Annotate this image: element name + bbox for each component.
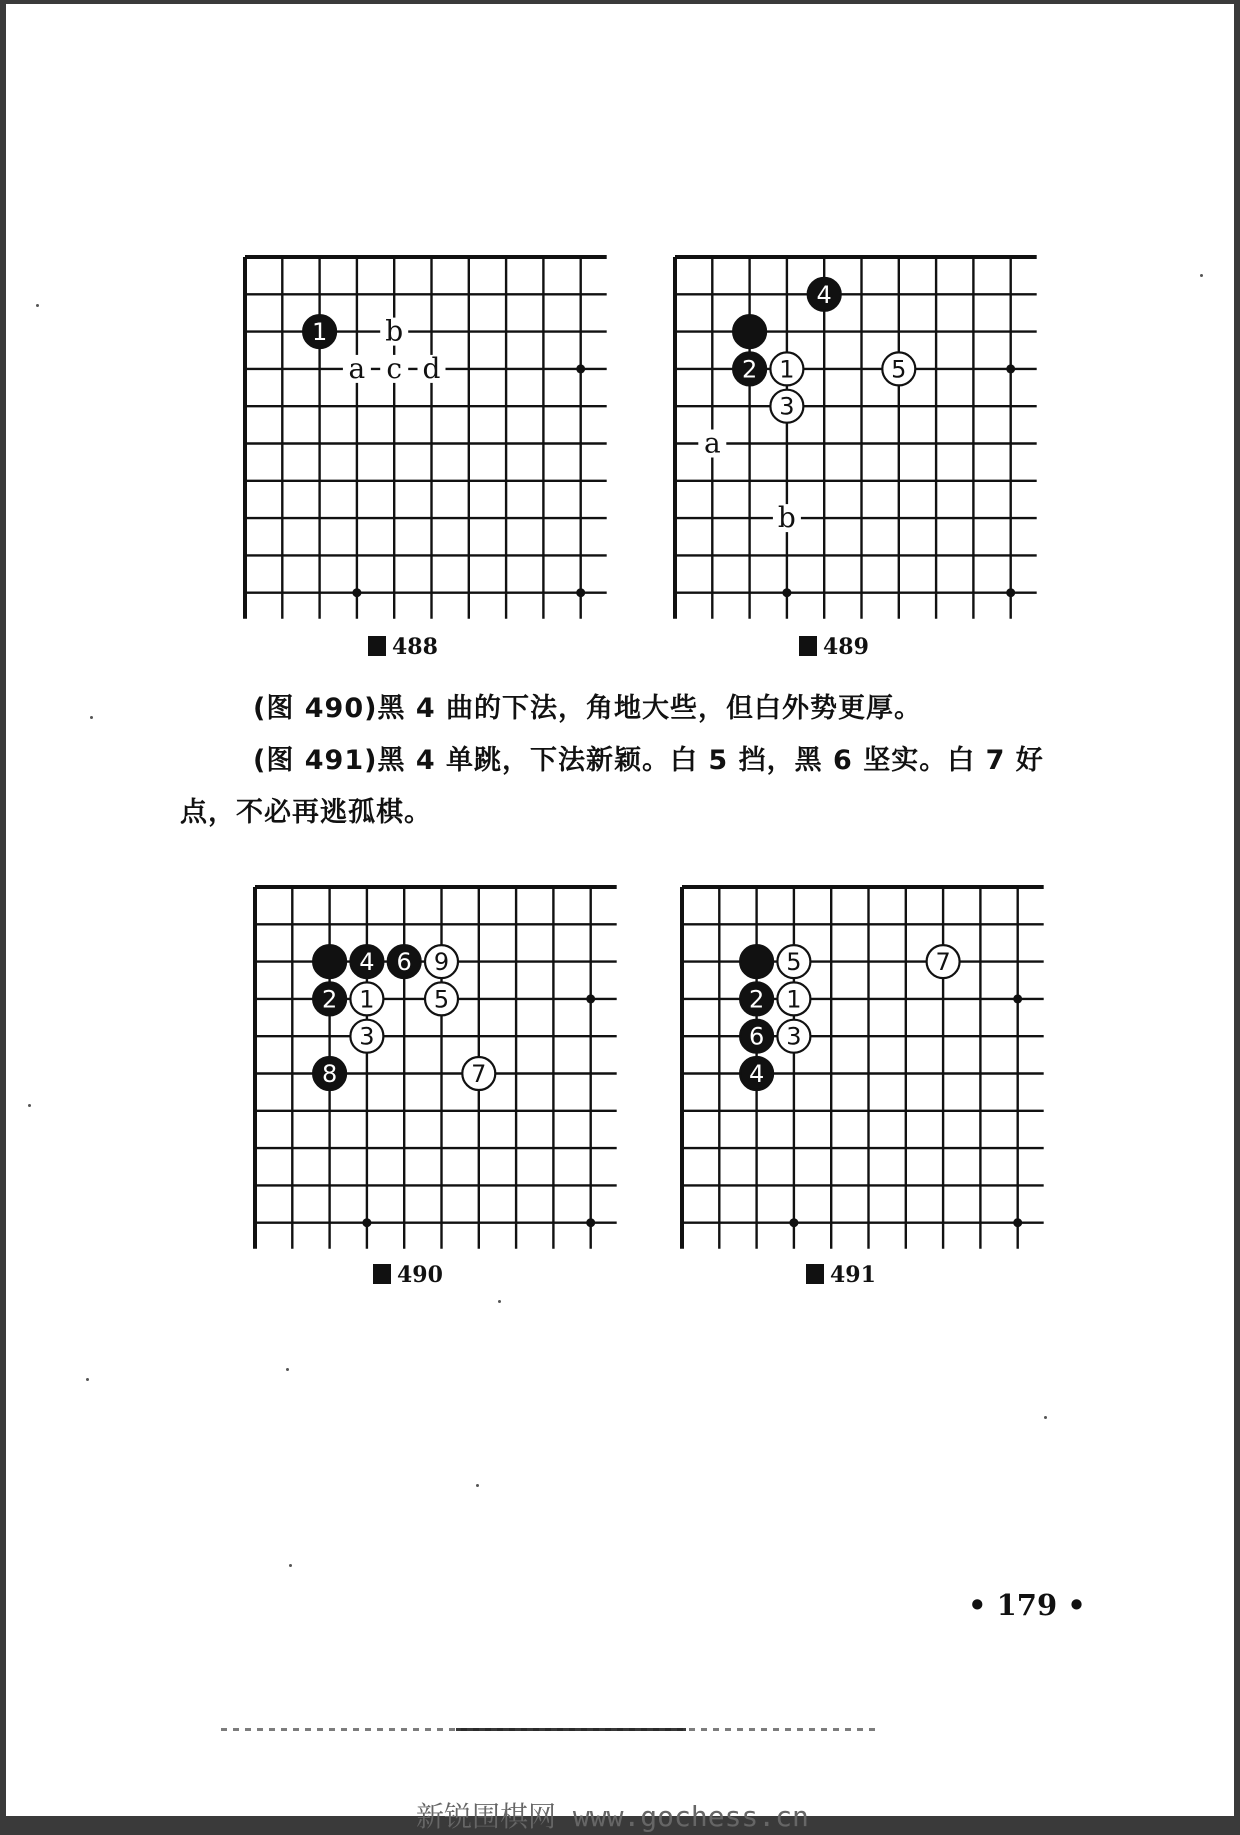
svg-text:1: 1: [786, 985, 802, 1014]
white-stone-5: [882, 352, 915, 385]
svg-text:4: 4: [816, 280, 832, 309]
figure-glyph-icon: [806, 1264, 824, 1284]
white-stone-3: [777, 1020, 810, 1053]
svg-text:5: 5: [891, 355, 907, 384]
go-diagram-491: [676, 881, 1051, 1253]
caption-490: 490: [373, 1262, 443, 1288]
scan-speck: [86, 1378, 89, 1381]
black-stone-6: [740, 1020, 773, 1053]
svg-text:1: 1: [359, 985, 375, 1014]
white-stone-5: [777, 945, 810, 978]
svg-text:a: a: [703, 426, 721, 460]
black-stone-2: [740, 982, 773, 1015]
point-label-a: [698, 427, 726, 460]
svg-text:1: 1: [779, 355, 795, 384]
black-stone-1: [303, 315, 336, 348]
white-stone-1: [777, 982, 810, 1015]
go-diagram-488: [239, 251, 614, 623]
black-stone-2: [733, 352, 766, 385]
page-number: • 179 •: [968, 1588, 1086, 1622]
white-stone-3: [770, 390, 803, 423]
svg-text:a: a: [348, 351, 366, 385]
white-stone-5: [425, 982, 458, 1015]
go-board-grid: [676, 881, 1056, 1261]
point-label-c: [380, 352, 408, 385]
white-stone-7: [462, 1057, 495, 1090]
star-point-icon: [586, 994, 595, 1003]
point-label-b: [773, 501, 801, 534]
star-point-icon: [782, 588, 791, 597]
svg-text:d: d: [422, 351, 441, 385]
star-point-icon: [586, 1218, 595, 1227]
svg-text:6: 6: [748, 1022, 765, 1051]
svg-text:7: 7: [471, 1060, 487, 1088]
svg-text:9: 9: [433, 948, 450, 977]
scan-artifact-line-solid: [456, 1728, 686, 1731]
go-diagram-489: [669, 251, 1044, 623]
svg-text:2: 2: [321, 985, 338, 1014]
black-stone-8: [313, 1057, 346, 1090]
svg-text:3: 3: [779, 392, 795, 421]
caption-491: 491: [806, 1262, 876, 1288]
white-stone-7: [927, 945, 960, 978]
paragraph-490: (图 490)黑 4 曲的下法，角地大些，但白外势更厚。: [253, 693, 923, 724]
scan-speck: [289, 1564, 292, 1567]
star-point-icon: [352, 588, 361, 597]
point-label-b: [380, 315, 408, 348]
paragraph-491-line1: (图 491)黑 4 单跳，下法新颖。白 5 挡，黑 6 坚实。白 7 好: [253, 745, 1044, 776]
go-diagram-490: [249, 881, 624, 1253]
svg-text:5: 5: [786, 948, 802, 977]
go-board-grid: [249, 881, 629, 1261]
black-stone-4: [350, 945, 383, 978]
black-stone-2: [313, 982, 346, 1015]
black-stone: [733, 315, 766, 348]
star-point-icon: [1006, 364, 1015, 373]
white-stone-3: [350, 1020, 383, 1053]
star-point-icon: [1013, 1218, 1022, 1227]
svg-text:c: c: [386, 351, 403, 385]
point-label-a: [343, 352, 371, 385]
svg-text:8: 8: [321, 1060, 338, 1088]
paragraph-491-line2: 点，不必再逃孤棋。: [180, 797, 432, 828]
figure-glyph-icon: [373, 1264, 391, 1284]
scan-speck: [90, 716, 93, 719]
svg-text:1: 1: [311, 318, 328, 347]
svg-text:b: b: [777, 501, 796, 535]
svg-text:2: 2: [748, 985, 765, 1014]
black-stone-4: [740, 1057, 773, 1090]
svg-text:7: 7: [935, 948, 951, 977]
figure-glyph-icon: [368, 636, 386, 656]
white-stone-9: [425, 945, 458, 978]
svg-text:4: 4: [748, 1060, 765, 1088]
scan-speck: [476, 1484, 479, 1487]
scan-speck: [28, 1104, 31, 1107]
star-point-icon: [789, 1218, 798, 1227]
go-board-grid: [239, 251, 619, 631]
star-point-icon: [576, 588, 585, 597]
scan-speck: [36, 304, 39, 307]
star-point-icon: [362, 1218, 371, 1227]
svg-text:b: b: [385, 314, 404, 348]
svg-text:6: 6: [396, 948, 412, 977]
white-stone-1: [350, 982, 383, 1015]
book-page: [6, 4, 1234, 1816]
scan-speck: [1044, 1416, 1047, 1419]
figure-glyph-icon: [799, 636, 817, 656]
svg-text:3: 3: [359, 1022, 375, 1051]
caption-489: 489: [799, 634, 869, 660]
star-point-icon: [576, 364, 585, 373]
svg-text:4: 4: [359, 948, 375, 977]
black-stone-6: [388, 945, 421, 978]
go-board-grid: [669, 251, 1049, 631]
star-point-icon: [1006, 588, 1015, 597]
scan-speck: [1200, 274, 1203, 277]
svg-text:2: 2: [741, 355, 758, 384]
black-stone: [313, 945, 346, 978]
scan-speck: [286, 1368, 289, 1371]
point-label-d: [418, 352, 446, 385]
black-stone: [740, 945, 773, 978]
svg-text:5: 5: [433, 985, 450, 1014]
black-stone-4: [808, 278, 841, 311]
watermark: 新锐围棋网 www.gochess.cn: [416, 1800, 809, 1833]
scan-speck: [498, 1300, 501, 1303]
star-point-icon: [1013, 994, 1022, 1003]
svg-text:3: 3: [786, 1022, 802, 1051]
caption-488: 488: [368, 634, 438, 660]
white-stone-1: [770, 352, 803, 385]
